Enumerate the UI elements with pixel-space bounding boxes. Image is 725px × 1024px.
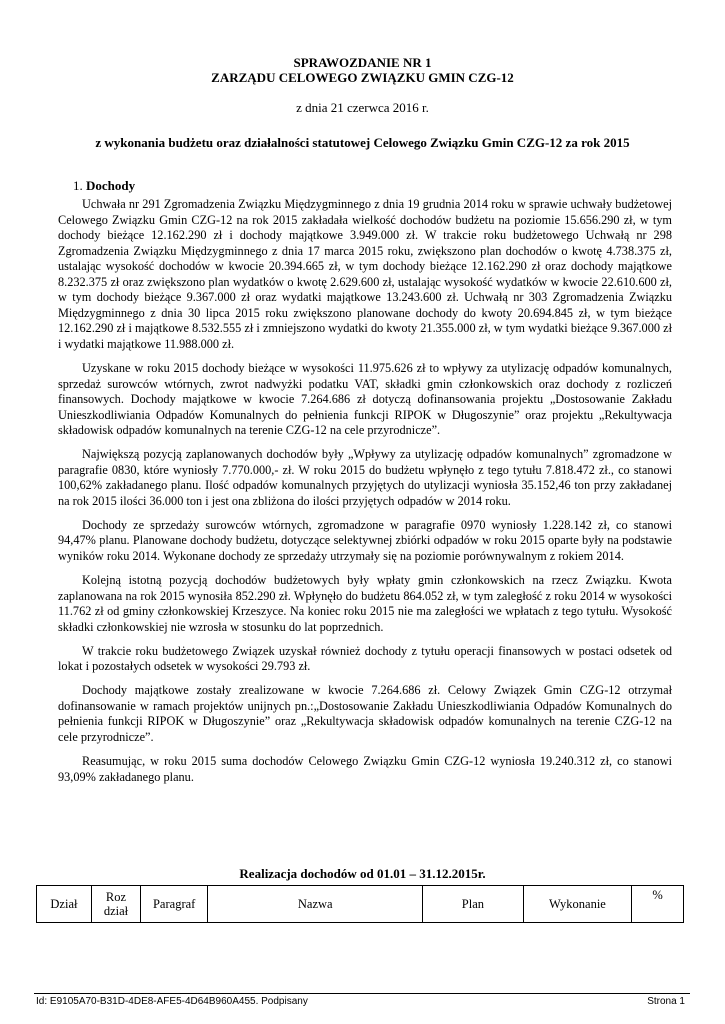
- paragraph: Dochody majątkowe zostały zrealizowane w kwocie 7.264.686 zł. Celowy Związek Gmin CZG-12 otrzymał dofinansowanie w ramach projektów unijnych pn.:„Dostosowanie Zakładu Unieszkodliwiania Odpadów Komunalnych do pełnienia funkcji RIPOK w Długoszynie” oraz „Rekultywacja składowisk odpadów komunalnych na terenie CZG-12 na cele przyrodnicze”.: [58, 683, 672, 744]
- title-line-1: SPRAWOZDANIE NR 1: [293, 55, 432, 70]
- header-nazwa: Nazwa: [208, 886, 423, 923]
- document-subtitle: z wykonania budżetu oraz działalności statutowej Celowego Związku Gmin CZG-12 za rok 2015: [95, 135, 630, 150]
- revenue-table: [36, 885, 684, 923]
- document-date: z dnia 21 czerwca 2016 r.: [296, 100, 429, 115]
- paragraph: Uzyskane w roku 2015 dochody bieżące w wysokości 11.975.626 zł to wpływy za utylizację odpadów komunalnych, sprzedaż surowców wtórnych, zwrot nadwyżki podatku VAT, składki gmin członkowskich oraz dochody z rozliczeń finansowych. Dochody majątkowe w kwocie 7.264.686 zł dotyczą dofinansowania projektu „Dostosowanie Zakładu Unieszkodliwiania Odpadów Komunalnych do pełnienia funkcji RIPOK w Długoszynie” oraz projektu „Rekultywacja składowisk odpadów komunalnych na terenie CZG-12 na cele przyrodnicze”.: [58, 360, 672, 438]
- header-paragraf: Paragraf: [141, 886, 208, 923]
- footer-divider: [34, 993, 690, 994]
- section-title: Dochody: [86, 178, 136, 193]
- footer-document-id: Id: E9105A70-B31D-4DE8-AFE5-4D64B960A455. Podpisany: [36, 996, 308, 1007]
- paragraph: Kolejną istotną pozycją dochodów budżetowych były wpłaty gmin członkowskich na rzecz Związku. Kwota zaplanowana na rok 2015 wynosiła 852.290 zł. Wpłynęło do budżetu 864.052 zł, w tym zaległość z roku 2014 w wysokości 11.762 zł od gminy członkowskiej Krzeszyce. Na koniec roku 2015 nie ma zaległości we wpłatach z tego tytułu. Wysokość składki członkowskiej nie wzrosła w stosunku do lat poprzednich.: [58, 573, 672, 634]
- paragraph: Dochody ze sprzedaży surowców wtórnych, zgromadzone w paragrafie 0970 wyniosły 1.228.142 zł, co stanowi 94,47% planu. Planowane dochody budżetu, dotyczące selektywnej zbiórki odpadów w roku 2015 oparte były na podstawie wyników roku 2014. Wykonane dochody ze sprzedaży utrzymały się na poziomie porównywalnym z rokiem 2014.: [58, 517, 672, 563]
- paragraph: Największą pozycją zaplanowanych dochodów były „Wpływy za utylizację odpadów komunalnych” zgromadzone w paragrafie 0830, które wyniosły 7.770.000,- zł. W roku 2015 do budżetu wpłynęło z tego tytułu 7.818.472 zł., co stanowi 100,62% zakładanego planu. Ilość odpadów komunalnych przyjętych do utylizacji wyniosła 35.152,46 ton przy zakładanej na rok 2015 ilości 36.000 ton i jest ona zbliżona do ilości przyjętych odpadów w 2014 roku.: [58, 447, 672, 508]
- document-title: [0, 55, 725, 85]
- footer-page-number: Strona 1: [647, 996, 685, 1007]
- table-title: Realizacja dochodów od 01.01 – 31.12.2015r.: [239, 866, 486, 881]
- paragraph: W trakcie roku budżetowego Związek uzyskał również dochody z tytułu operacji finansowych w postaci odsetek od lokat i pozostałych odsetek w wysokości 29.793 zł.: [58, 643, 672, 674]
- header-plan: Plan: [423, 886, 523, 923]
- paragraph: Uchwała nr 291 Zgromadzenia Związku Międzygminnego z dnia 19 grudnia 2014 roku w sprawie uchwały budżetowej Celowego Związku Gmin CZG-12 na rok 2015 zakładała wielkość dochodów budżetu na poziomie 15.656.290 zł, w tym dochody bieżące 12.162.290 zł i dochody majątkowe 3.949.000 zł. W trakcie roku budżetowego Uchwałą nr 298 Zgromadzenia Związku Międzygminnego z dnia 17 marca 2015 roku, zwiększono plan dochodów o kwotę 4.738.375 zł, ustalając wysokość dochodów w kwocie 20.394.665 zł, w tym dochody bieżące 12.162.290 zł oraz dochody majątkowe 8.232.375 zł oraz zwiększono plan wydatków o kwotę 2.629.600 zł, ustalając wysokość wydatków w kwocie 22.610.600 zł, w tym dochody bieżące 9.367.000 zł oraz wydatki majątkowe 13.243.600 zł. Uchwałą nr 303 Zgromadzenia Związku Międzygminnego z dnia 30 lipca 2015 roku zwiększono planowane dochody do kwoty 20.694.845 zł, w tym bieżące 12.162.290 zł i majątkowe 8.532.555 zł i zmniejszono wydatki do kwoty 21.355.000 zł, w tym wydatki bieżące 9.367.000 zł i wydatki majątkowe 11.988.000 zł.: [58, 197, 672, 351]
- table-header-row: [37, 886, 684, 923]
- paragraph: Reasumując, w roku 2015 suma dochodów Celowego Związku Gmin CZG-12 wyniosła 19.240.312 zł, co stanowi 93,09% zakładanego planu.: [58, 754, 672, 784]
- body-text: [58, 197, 672, 794]
- header-dzial: Dział: [37, 886, 92, 923]
- section-heading: [73, 178, 135, 194]
- header-wykonanie: Wykonanie: [523, 886, 632, 923]
- header-procent: %: [632, 886, 684, 923]
- section-number: 1.: [73, 178, 83, 193]
- header-rozdzial-line-2: dział: [103, 904, 129, 918]
- title-line-2: ZARZĄDU CELOWEGO ZWIĄZKU GMIN CZG-12: [211, 70, 514, 85]
- header-rozdzial-line-1: Roz: [105, 890, 127, 904]
- header-rozdzial: [91, 886, 140, 923]
